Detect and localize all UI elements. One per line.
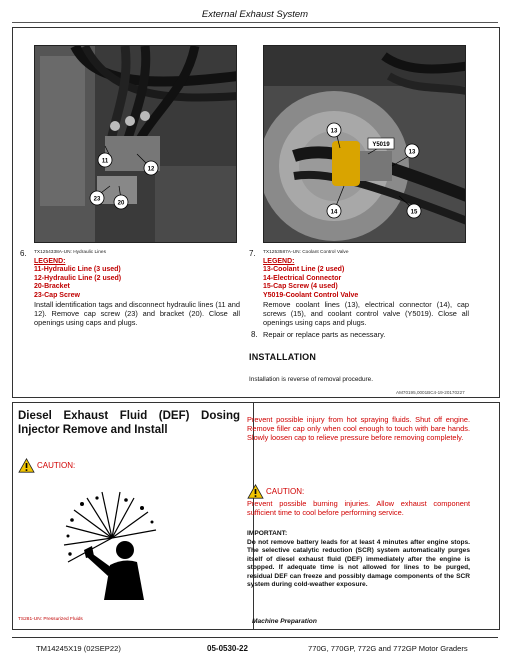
callout-13-left — [327, 123, 341, 137]
def-section-title-line1: Diesel Exhaust Fluid (DEF) Dosing — [18, 410, 240, 422]
def-section-title-line2: Injector Remove and Install — [18, 424, 168, 436]
caution-label: CAUTION: — [37, 461, 76, 470]
step-8-number: 8. — [251, 330, 258, 339]
step-6-text: Install identification tags and disconnect hydraulic lines (11 and 12). Remove cap screw (23) and bracket (20). Close all openings using caps and plugs. — [34, 300, 240, 327]
warning-triangle-icon — [247, 484, 264, 499]
caution-hot-fluid — [18, 458, 75, 473]
svg-text:14: 14 — [330, 209, 338, 216]
callout-11 — [98, 153, 112, 167]
svg-text:12: 12 — [147, 166, 155, 173]
legend-title: LEGEND: — [263, 258, 295, 265]
caution-label: CAUTION: — [266, 487, 305, 496]
legend-item: 15-Cap Screw (4 used) — [263, 283, 338, 291]
legend-item: 13-Coolant Line (2 used) — [263, 266, 345, 274]
footer-doc-id: TM14245X19 (02SEP22) — [36, 644, 121, 653]
legend-item: Y5019-Coolant Control Valve — [263, 291, 359, 299]
important-heading: IMPORTANT: — [247, 530, 288, 537]
step-6-figure-id: TX1254338A-UN: Hydraulic Lines — [34, 250, 106, 255]
hot-fluid-warning-text: Prevent possible injury from hot spraying fluids. Shut off engine. Remove filler cap only when cool enough to touch with bare hands. Slowly loosen cap to relieve pressure before removing completely. — [247, 415, 470, 443]
legend-item: 23-Cap Screw — [34, 291, 80, 299]
installation-heading: INSTALLATION — [249, 352, 317, 362]
pressurized-fluids-caption: TS281-UN: Pressurized Fluids — [18, 617, 83, 622]
callout-15 — [407, 204, 421, 218]
step-6-legend — [34, 258, 239, 300]
step-8-text: Repair or replace parts as necessary. — [263, 330, 386, 339]
important-text: Do not remove battery leads for at least 4 minutes after engine stops. The selective catalytic reduction (SCR) system automatically purges itself of diesel exhaust fluid (DEF) immediately after the engine is stopped. If adequate time is not allowed for lines to be purged, residual DEF can freeze and possibly damage components of the SCR system during cold-weather exposure. — [247, 539, 470, 589]
svg-text:20: 20 — [117, 200, 125, 207]
machine-preparation-heading: Machine Preparation — [252, 618, 317, 625]
step-7-number: 7. — [249, 249, 256, 258]
legend-item: 20-Bracket — [34, 283, 70, 291]
callout-13-right — [405, 144, 419, 158]
step-7-text: Remove coolant lines (13), electrical connector (14), cap screws (15), and coolant control valve (Y5019). Close all openings using caps and plugs. — [263, 300, 469, 327]
callout-14 — [327, 204, 341, 218]
callout-23 — [90, 191, 104, 205]
header-rule — [12, 22, 498, 23]
page-header-title: External Exhaust System — [201, 9, 309, 20]
footer-page-number: 05-0530-22 — [207, 644, 248, 653]
svg-text:13: 13 — [330, 128, 338, 135]
caution-burn — [247, 484, 304, 499]
svg-text:11: 11 — [101, 158, 109, 165]
callout-12 — [144, 161, 158, 175]
coolant-control-valve-photo — [263, 45, 466, 243]
pressurized-fluids-illustration — [62, 490, 162, 610]
svg-text:23: 23 — [93, 196, 101, 203]
reference-code: AM70195,0001BC4-19-20170227 — [396, 390, 465, 395]
warning-triangle-icon — [18, 458, 35, 473]
step-6-number: 6. — [20, 249, 27, 258]
callout-y5019 — [368, 138, 394, 149]
installation-text: Installation is reverse of removal procedure. — [249, 376, 373, 383]
legend-item: 11-Hydraulic Line (3 used) — [34, 266, 121, 274]
svg-text:Y5019: Y5019 — [372, 142, 390, 148]
legend-item: 14-Electrical Connector — [263, 274, 342, 282]
step-7-figure-id: TX1253587A-UN: Coolant Control Valve — [263, 250, 349, 255]
footer-models: 770G, 770GP, 772G and 772GP Motor Graders — [308, 644, 468, 653]
svg-text:15: 15 — [410, 209, 418, 216]
hydraulic-lines-photo — [34, 45, 237, 243]
footer-rule — [12, 637, 498, 638]
burn-warning-text: Prevent possible burning injuries. Allow exhaust component sufficient time to cool before performing service. — [247, 499, 470, 518]
callout-20 — [114, 195, 128, 209]
legend-title: LEGEND: — [34, 258, 66, 265]
svg-text:13: 13 — [408, 149, 416, 156]
step-7-legend — [263, 258, 468, 300]
legend-item: 12-Hydraulic Line (2 used) — [34, 274, 122, 282]
